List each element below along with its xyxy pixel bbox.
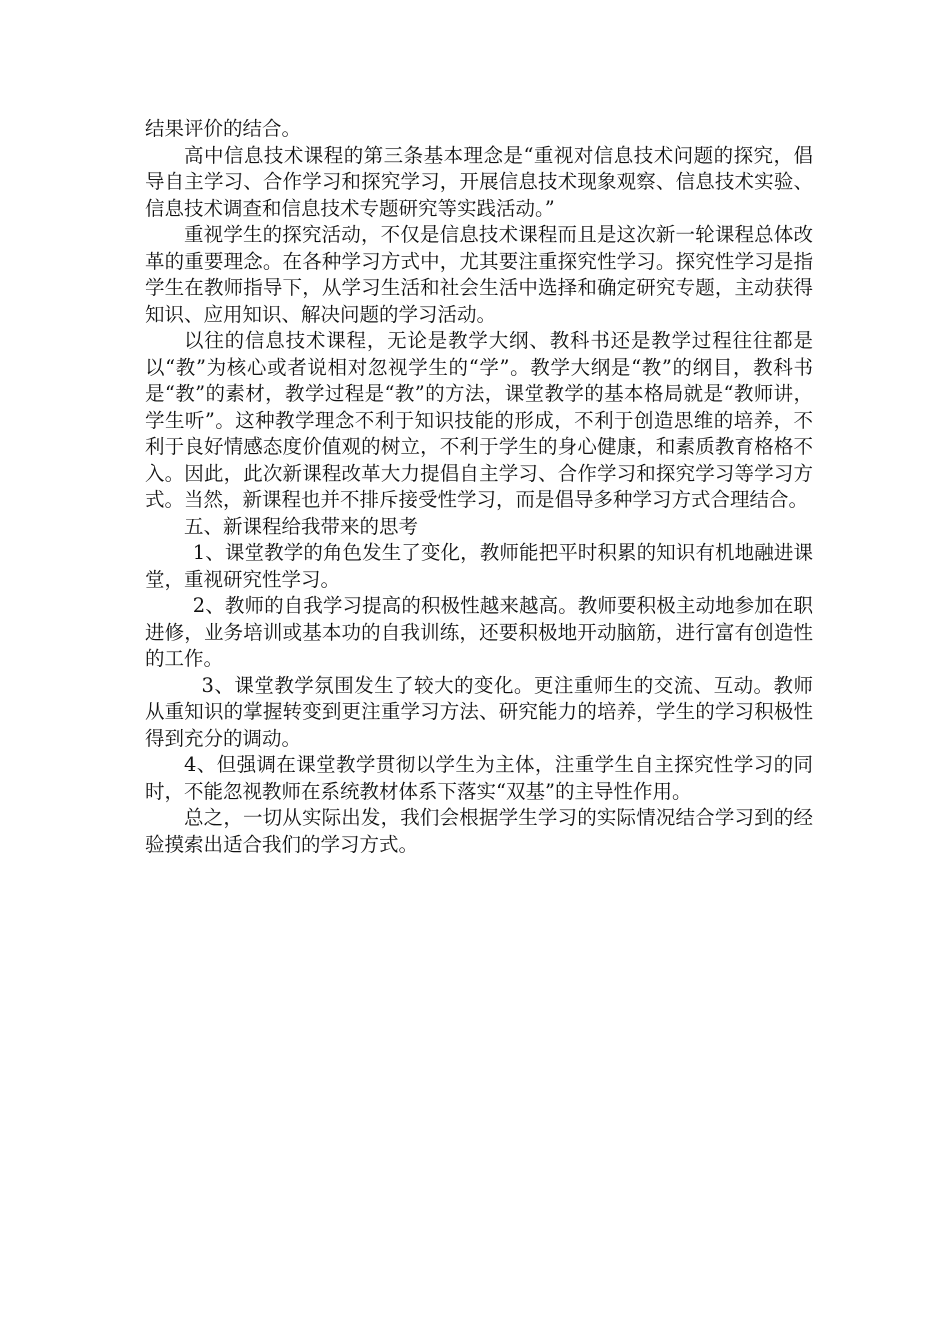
list-item-4: 4、但强调在课堂教学贯彻以学生为主体，注重学生自主探究性学习的同时，不能忽视教师在系统教材体系下落实“双基”的主导性作用。: [145, 753, 813, 803]
paragraph-conclusion: 总之，一切从实际出发，我们会根据学生学习的实际情况结合学习到的经验摸索出适合我们的学习方式。: [145, 806, 813, 856]
paragraph-third-principle: 高中信息技术课程的第三条基本理念是“重视对信息技术问题的探究，倡导自主学习、合作学习和探究学习，开展信息技术现象观察、信息技术实验、信息技术调查和信息技术专题研究等实践活动。”: [145, 143, 813, 220]
section-heading-five: 五、新课程给我带来的思考: [184, 514, 419, 538]
paragraph-continuation: 结果评价的结合。: [145, 117, 302, 140]
paragraph-inquiry-activities: 重视学生的探究活动，不仅是信息技术课程而且是这次新一轮课程总体改革的重要理念。在各种学习方式中，尤其要注重探究性学习。探究性学习是指学生在教师指导下，从学习生活和社会生活中选择和确定研究专题，主动获得知识、应用知识、解决问题的学习活动。: [145, 223, 813, 326]
list-item-3: 3、课堂教学氛围发生了较大的变化。更注重师生的交流、互动。教师从重知识的掌握转变到更注重学习方法、研究能力的培养，学生的学习积极性得到充分的调动。: [145, 673, 813, 750]
paragraph-past-curriculum: 以往的信息技术课程，无论是教学大纲、教科书还是教学过程往往都是以“教”为核心或者说相对忽视学生的“学”。教学大纲是“教”的纲目，教科书是“教”的素材，教学过程是“教”的方法，课堂教学的基本格局就是“教师讲，学生听”。这种教学理念不利于知识技能的形成，不利于创造思维的培养，不利于良好情感态度价值观的树立，不利于学生的身心健康，和素质教育格格不入。因此，此次新课程改革大力提倡自主学习、合作学习和探究学习等学习方式。当然，新课程也并不排斥接受性学习，而是倡导多种学习方式合理结合。: [145, 329, 813, 511]
list-item-1: 1、课堂教学的角色发生了变化，教师能把平时积累的知识有机地融进课堂，重视研究性学习。: [145, 541, 813, 591]
list-item-2: 2、教师的自我学习提高的积极性越来越高。教师要积极主动地参加在职进修，业务培训或基本功的自我训练，还要积极地开动脑筋，进行富有创造性的工作。: [145, 594, 813, 670]
document-body: [145, 116, 813, 858]
